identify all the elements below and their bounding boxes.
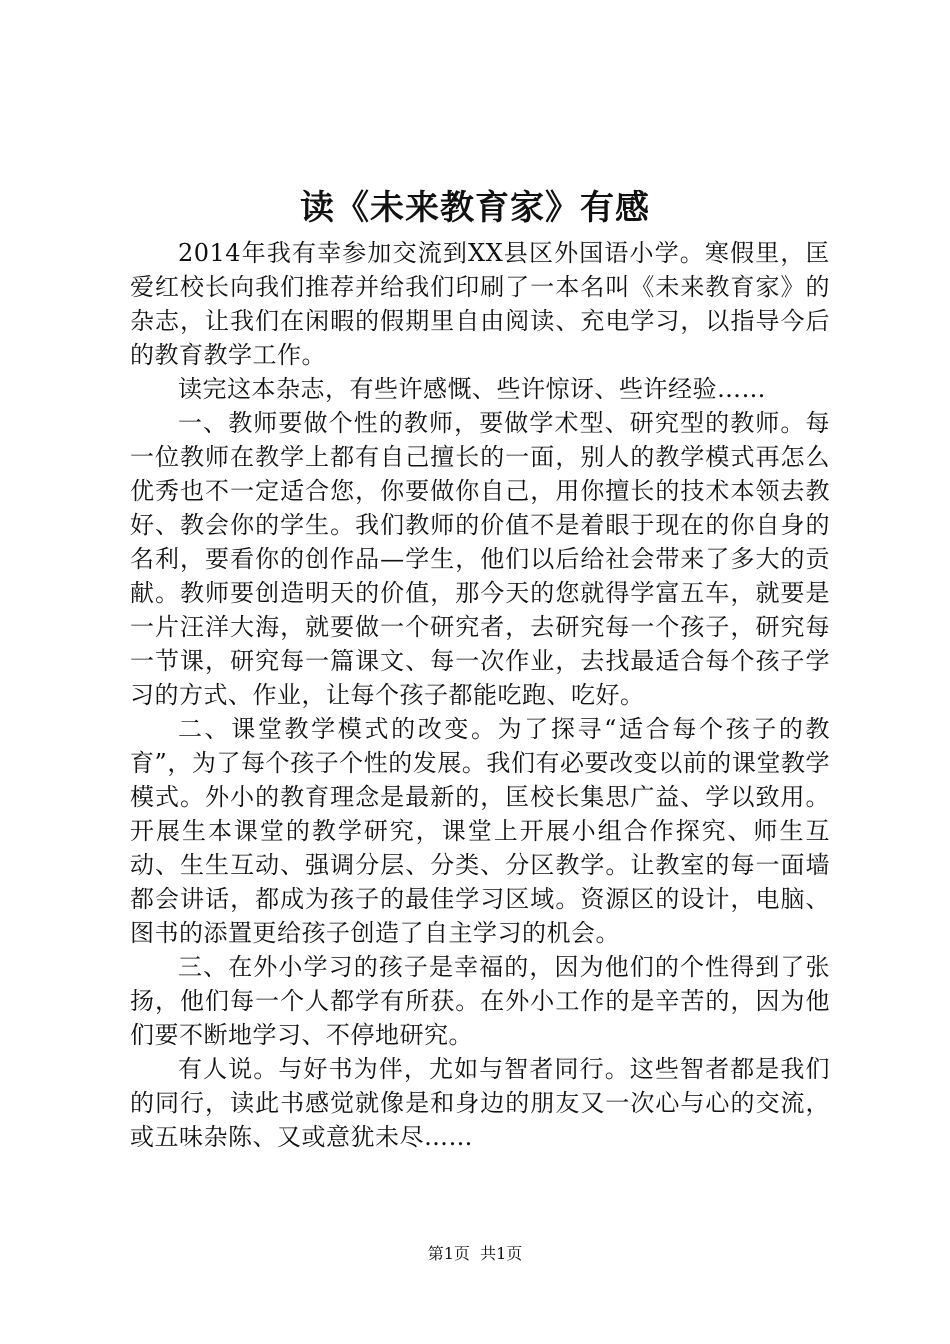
paragraph-conclusion: 有人说。与好书为伴，尤如与智者同行。这些智者都是我们的同行，读此书感觉就像是和身边的朋友又一次心与心的交流，或五味杂陈、又或意犹未尽…… xyxy=(130,1055,830,1151)
page-total: 共1页 xyxy=(480,1244,523,1263)
paragraph-impression: 读完这本杂志，有些许感慨、些许惊讶、些许经验…… xyxy=(178,375,766,403)
paragraph-point-two: 二、课堂教学模式的改变。为了探寻“适合每个孩子的教育”，为了每个孩子个性的发展。我们有必要改变以前的课堂教学模式。外小的教育理念是最新的，匡校长集思广益、学以致用。开展生本课堂的教学研究，课堂上开展小组合作探究、师生互动、生生互动、强调分层、分类、分区教学。让教室的每一面墙都会讲话，都成为孩子的最佳学习区域。资源区的设计，电脑、图书的添置更给孩子创造了自主学习的机会。 xyxy=(130,715,830,947)
paragraph-point-one: 一、教师要做个性的教师，要做学术型、研究型的教师。每一位教师在教学上都有自己擅长的一面，别人的教学模式再怎么优秀也不一定适合您，你要做你自己，用你擅长的技术本领去教好、教会你的学生。我们教师的价值不是着眼于现在的你自身的名利，要看你的创作品—学生，他们以后给社会带来了多大的贡献。教师要创造明天的价值，那今天的您就得学富五车，就要是一片汪洋大海，就要做一个研究者，去研究每一个孩子，研究每一节课，研究每一篇课文、每一次作业，去找最适合每个孩子学习的方式、作业，让每个孩子都能吃跑、吃好。 xyxy=(130,409,830,709)
paragraph-point-three: 三、在外小学习的孩子是幸福的，因为他们的个性得到了张扬，他们每一个人都学有所获。在外小工作的是辛苦的，因为他们要不断地学习、不停地研究。 xyxy=(130,953,830,1049)
document-body xyxy=(130,236,830,1154)
footer-separator xyxy=(470,1244,480,1263)
document-title: 读《未来教育家》有感 xyxy=(300,188,650,228)
paragraph-intro: 2014年我有幸参加交流到XX县区外国语小学。寒假里，匡爱红校长向我们推荐并给我们印刷了一本名叫《未来教育家》的杂志，让我们在闲暇的假期里自由阅读、充电学习，以指导今后的教育教学工作。 xyxy=(130,239,830,369)
page-footer xyxy=(0,1244,950,1264)
page-number: 第1页 xyxy=(427,1244,470,1263)
